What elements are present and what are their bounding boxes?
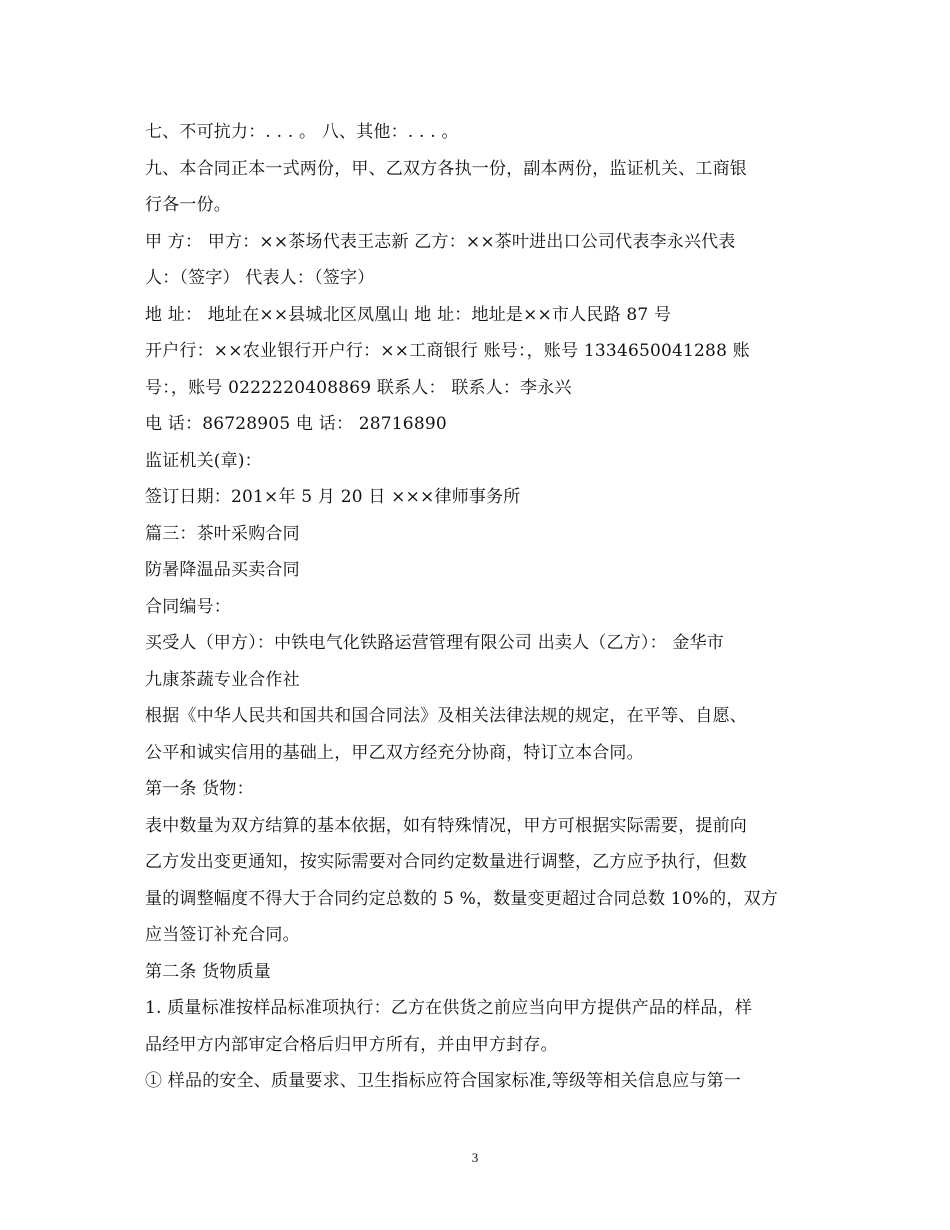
text-line: 行各一份。 xyxy=(145,195,231,215)
text-line: 1. 质量标准按样品标准项执行：乙方在供货之前应当向甲方提供产品的样品，样 xyxy=(145,998,753,1018)
page-number: 3 xyxy=(471,1150,479,1165)
text-line: 九康茶蔬专业合作社 xyxy=(145,669,300,690)
document-body xyxy=(145,114,815,1100)
text-line: 买受人（甲方）：中铁电气化铁路运营管理有限公司 出卖人（乙方）： 金华市 xyxy=(145,633,725,653)
text-line: 九、本合同正本一式两份，甲、乙双方各执一份，副本两份，监证机关、工商银 xyxy=(145,158,747,179)
article-heading: 第一条 货物： xyxy=(145,779,254,799)
text-line: 开户行：××农业银行开户行：××工商银行 账号：，账号 1334650041288 账 xyxy=(145,341,750,361)
text-line: 量的调整幅度不得大于合同约定总数的 5 %，数量变更超过合同总数 10%的，双方 xyxy=(145,888,778,909)
text-line: 地 址： 地址在××县城北区凤凰山 地 址：地址是××市人民路 87 号 xyxy=(145,304,672,325)
text-line: 七、不可抗力：. . . 。 八、其他：. . . 。 xyxy=(145,122,459,142)
text-line: 甲 方： 甲方：××茶场代表王志新 乙方：××茶叶进出口公司代表李永兴代表 xyxy=(145,231,736,252)
text-line: 应当签订补充合同。 xyxy=(145,925,300,945)
text-line: 号：，账号 0222220408869 联系人： 联系人：李永兴 xyxy=(145,377,572,398)
text-line: 表中数量为双方结算的基本依据，如有特殊情况，甲方可根据实际需要，提前向 xyxy=(145,815,747,836)
text-line: ① 样品的安全、质量要求、卫生指标应符合国家标准,等级等相关信息应与第一 xyxy=(145,1071,742,1091)
text-line: 合同编号： xyxy=(145,596,231,617)
text-line: 乙方发出变更通知，按实际需要对合同约定数量进行调整，乙方应予执行，但数 xyxy=(145,852,747,872)
text-line: 品经甲方内部审定合格后归甲方所有，并由甲方封存。 xyxy=(145,1034,558,1055)
text-line: 公平和诚实信用的基础上，甲乙双方经充分协商，特订立本合同。 xyxy=(145,742,644,763)
text-line: 签订日期：201×年 5 月 20 日 ×××律师事务所 xyxy=(145,487,521,507)
contract-title: 防暑降温品买卖合同 xyxy=(145,560,300,580)
text-line: 人：（签字） 代表人：（签字） xyxy=(145,268,375,288)
section-heading: 篇三：茶叶采购合同 xyxy=(145,523,300,544)
article-heading: 第二条 货物质量 xyxy=(145,961,272,982)
text-line: 电 话：86728905 电 话： 28716890 xyxy=(145,414,447,434)
text-line: 监证机关(章)： xyxy=(145,450,262,471)
text-line: 根据《中华人民共和国共和国合同法》及相关法律法规的规定，在平等、自愿、 xyxy=(145,706,747,726)
